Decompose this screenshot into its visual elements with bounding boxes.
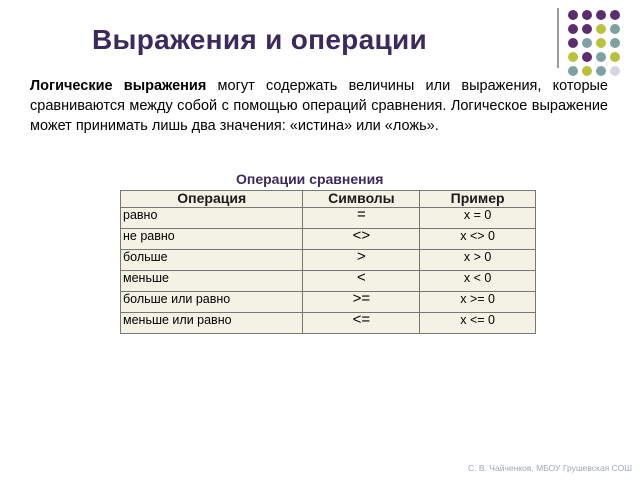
cell-symbol: = (303, 208, 420, 229)
decoration-dot (610, 52, 620, 62)
intro-bold-term: Логические выражения (30, 78, 207, 94)
decoration-dot (582, 66, 592, 76)
decoration-dot (610, 38, 620, 48)
table-row (121, 208, 536, 229)
cell-operation: больше или равно (121, 292, 303, 313)
comparison-table (120, 190, 536, 334)
intro-text: могут содержать величины или выражения, которые сравниваются между собой с помощью операций сравнения. Логическое выражение может принимать лишь два значения: «истина» или «ложь». (30, 78, 609, 134)
decoration-dot (568, 66, 578, 76)
title-divider (557, 8, 559, 68)
cell-symbol: > (303, 250, 420, 271)
cell-symbol: >= (303, 292, 420, 313)
cell-operation: не равно (121, 229, 303, 250)
decoration-dot (596, 52, 606, 62)
cell-example: x = 0 (420, 208, 536, 229)
header-example: Пример (420, 191, 536, 208)
table-row (121, 271, 536, 292)
decoration-dot (568, 38, 578, 48)
decoration-dot (568, 52, 578, 62)
decoration-dot (582, 24, 592, 34)
decoration-dot (582, 52, 592, 62)
table-row (121, 292, 536, 313)
decoration-dot (582, 10, 592, 20)
cell-symbol: <= (303, 313, 420, 334)
intro-paragraph (30, 76, 608, 136)
cell-operation: меньше (121, 271, 303, 292)
table-row (121, 250, 536, 271)
decoration-dot (596, 10, 606, 20)
decoration-dot (596, 24, 606, 34)
decoration-dot (610, 24, 620, 34)
cell-example: x > 0 (420, 250, 536, 271)
decoration-dot (596, 66, 606, 76)
cell-symbol: <> (303, 229, 420, 250)
header-symbols: Символы (303, 191, 420, 208)
decoration-dot (596, 38, 606, 48)
cell-example: x < 0 (420, 271, 536, 292)
table-header-row (121, 191, 536, 208)
cell-example: x <> 0 (420, 229, 536, 250)
cell-symbol: < (303, 271, 420, 292)
decoration-dot (568, 10, 578, 20)
cell-operation: больше (121, 250, 303, 271)
cell-example: x >= 0 (420, 292, 536, 313)
cell-operation: меньше или равно (121, 313, 303, 334)
decoration-dot (568, 24, 578, 34)
table-row (121, 229, 536, 250)
cell-operation: равно (121, 208, 303, 229)
decoration-dot (610, 66, 620, 76)
decoration-dot (610, 10, 620, 20)
table-caption: Операции сравнения (236, 171, 384, 187)
slide-title: Выражения и операции (92, 24, 427, 55)
dot-grid-decoration (568, 10, 621, 77)
footer-credit: С. В. Чайченков, МБОУ Грушевская СОШ (468, 463, 632, 473)
table-row (121, 313, 536, 334)
cell-example: x <= 0 (420, 313, 536, 334)
decoration-dot (582, 38, 592, 48)
header-operation: Операция (121, 191, 303, 208)
